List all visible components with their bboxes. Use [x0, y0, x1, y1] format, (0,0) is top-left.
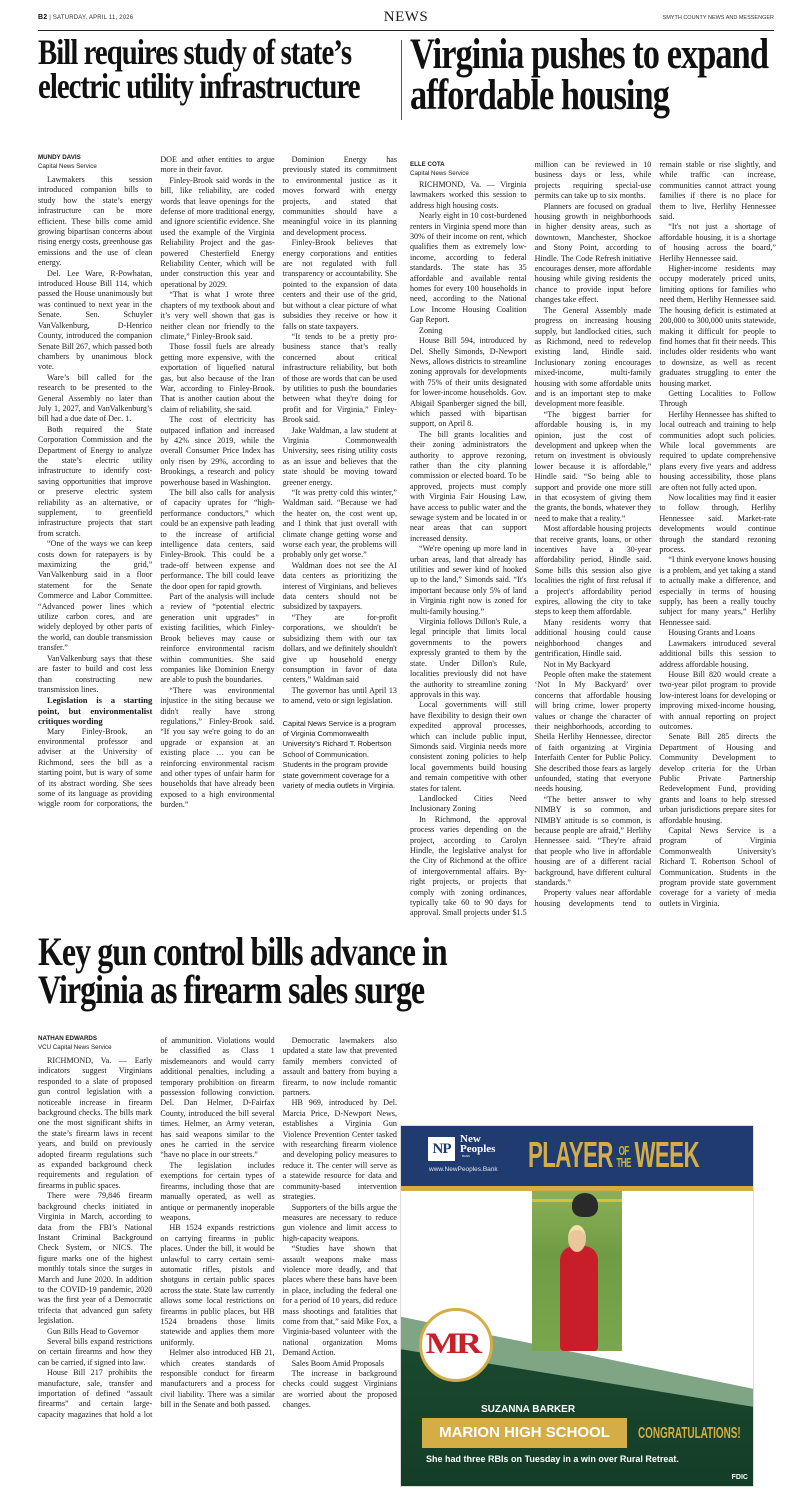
paragraph: “One of the ways we can keep costs down for ratepayers is by maximizing the grid,” VanValkenburg said in a floor statement for the Senate Commerce and Labor Committee. “Advanced power lines which utilize carbon cores, and are widely deployed by other parts of the world, can double transmission transfer.”	[38, 539, 153, 653]
headline-line: Bill requires study of state’s	[38, 32, 352, 72]
paragraph: The increase in background checks could suggest Virginians are worried about the proposed changes.	[282, 1369, 397, 1410]
paragraph: RICHMOND, Va. — Early indicators suggest Virginians responded to a slate of proposed gun control legislation with a noticeable increase in firearm background checks. The bills mark one the most significant shifts in the state’s firearm laws in recent years, and build on previously adopted firearm regulations such as expanded background check requirements and regulation of firearms in public spaces.	[38, 1056, 153, 1190]
paragraph: Finley-Brook said words in the bill, like reliability, are coded words that leave openings for the defense of more traditional energy, and ignore scientific evidence. She used the example of the Virginia Reliability Project and the gas-powered Chesterfield Energy Reliability Center, which will be under construction this year and operational by 2029.	[160, 175, 275, 289]
byline-space	[410, 160, 527, 180]
title-the: THE	[616, 1155, 631, 1171]
paragraph: The bill grants localities and their zoning administrators the authority to approve rezoning, rather than the city planning commission or elected board. To be approved, projects must comply with Virginia Fair Housing Law, have access to public water and the sewage system and be located in or near areas that can support increased density.	[410, 429, 527, 543]
story-body	[38, 155, 397, 811]
subhead: Housing Grants and Loans	[668, 628, 755, 638]
paragraph: Mary Finley-Brook, an environmental professor and adviser at the University of Richmond, sees the bill as a starting point, but is wary of some of its abstract wording. She sees some of its language as providing wiggle room for corporations, the DOE and other entities to argue more in their favor.	[38, 155, 275, 809]
paragraph: Jake Waldman, a law student at Virginia Commonwealth University, sees rising utility costs as an issue and believes that the state should be moving toward greener energy.	[282, 425, 397, 487]
paragraph: Dominion Energy has previously stated its commitment to environmental justice as it moves forward with energy projects, and stated that communities should have a meaningful voice in its planning and development process.	[282, 155, 397, 237]
headline-line: Virginia pushes to expand	[410, 31, 768, 78]
headline-line: Key gun control bills advance in	[38, 929, 447, 974]
paragraph: Virginia follows Dillon's Rule, a legal principle that limits local governments to the powers expressly granted to them by the state. Under Dillon's Rule, localities previously did not have the authority to streamline zoning approvals in this way.	[410, 617, 527, 699]
ad-title	[528, 1134, 699, 1176]
paragraph: The General Assembly made progress on increasing housing supply, but landlocked cities, such as Richmond, need to redevelop existing land, Hindle said. Inclusionary zoning encourages mixed-income, multi-family housing with some affordable units and is an important step to make development more feasible.	[534, 305, 652, 409]
subhead: Not in My Backyard	[543, 659, 611, 669]
paragraph: People often make the statement ‘Not In My Backyard’ over concerns that affordable housing will bring crime, lower property values or change the character of their neighborhoods, according to Sheila Herlihy Hennessee, director of faith organizing at Virginia Interfaith Center for Public Policy. She described those fears as largely unfounded, stating that everyone needs housing.	[534, 669, 652, 794]
paragraph: House Bill 820 would create a two-year pilot program to provide low-interest loans for developing or improving mixed-income housing, with annual reporting on project outcomes.	[659, 669, 776, 731]
headline-line: electric utility infrastructure	[38, 66, 360, 107]
ad-caption: She had three RBIs on Tuesday in a win over Rural Retreat.	[426, 1454, 679, 1464]
paragraph: “Studies have shown that assault weapons make mass violence more deadly, and that places where these bans have been in place, including the federal one for a period of 10 years, did reduce mass shootings and fatalities that come from that,” said Mike Fox, a Virginia-based volunteer with the national organization Moms Demand Action.	[282, 1244, 397, 1358]
paragraph: Finley-Brook believes that energy corporations and entities are not regulated with full transparency or accountability. She pointed to the expansion of data centers and their use of the grid, but without a clear picture of what subsidies they receive or how it falls on state taxpayers.	[282, 238, 397, 331]
paragraph: “That is what I wrote three chapters of my textbook about and it’s very well shown that gas is neither clean nor friendly to the climate,” Finley-Brook said.	[160, 290, 275, 341]
news-service: Capital News Service	[410, 170, 469, 177]
paragraph: Lawmakers this session introduced companion bills to study how the state’s energy infrastructure can be more efficient. These bills come amid growing bipartisan concerns about rising energy costs, greenhouse gas emissions and the use of clean energy.	[38, 175, 153, 268]
paragraph: “It's not just a shortage of affordable housing, it is a shortage of housing across the board,” Herlihy Hennessee said.	[659, 222, 776, 263]
headline-line: Virginia as firearm sales surge	[38, 967, 425, 1012]
section-title: NEWS	[383, 9, 429, 25]
paragraph: Those fossil fuels are already getting more expensive, with the exportation of liquefied natural gas, but also because of the Iran War, according to Finley-Brook. That is another caution about the claim of reliability, she said.	[160, 342, 275, 414]
school-name: MARION HIGH SCHOOL	[422, 1418, 627, 1448]
subhead: Gun Bills Head to Governor	[47, 1326, 139, 1336]
bank-name-line: New	[460, 1133, 481, 1145]
paragraph: Senate Bill 285 directs the Department of Housing and Community Development to develop criteria for the Urban Public Private Partnership Redevelopment Fund, providing grants and loans to help stressed urban jurisdictions prepare sites for affordable housing.	[659, 732, 776, 825]
bank-name	[460, 1134, 495, 1154]
paragraph: Democratic lawmakers also updated a state law that prevented family members convicted of assault and battery from buying a firearm, to now include romantic partners.	[282, 1036, 397, 1098]
paragraph: Del. Lee Ware, R-Powhatan, introduced House Bill 114, which passed the House unanimously but was continued to next year in the Senate. Sen. Schuyler VanValkenburg, D-Henrico County, introduced the companion Senate Bill 267, which passed both chambers by unanimous block vote.	[38, 268, 153, 372]
subhead: Sales Boom Amid Proposals	[291, 1358, 385, 1368]
paragraph: “There was environmental injustice in the siting because we didn't really have strong regulations,” Finley-Brook said. “If you say we're going to do an upgrade or expansion at an existing place … you can be reinforcing environmental racism and other types of unfair harm for households that have already been exposed to a high environmental burden.”	[160, 685, 275, 810]
paragraph: The legislation includes exemptions for certain types of firearms, including those that are manually operated, as well as antique or permanently inoperable weapons.	[160, 1160, 275, 1222]
paragraph: “The biggest barrier for affordable housing is, in my opinion, just the cost of development and upkeep when the return on investment is obviously lower because it is affordable,” Hindle said. “So being able to support and provide one more still in that ecosystem of giving them the grants, the bonds, whatever they need to make that a reality.”	[534, 409, 652, 523]
paragraph: Ware’s bill called for the research to be presented to the General Assembly no later than July 1, 2027, and VanValkenburg’s bill had a due date of Dec. 1.	[38, 372, 153, 424]
paragraph: Now localities may find it easier to follow through, Herlihy Hennessee said. Market-rate developments would continue through the standard rezoning process.	[659, 493, 776, 555]
bank-subtitle: BANK	[462, 1154, 471, 1158]
author-name: ELLE COTA	[410, 161, 445, 168]
player-head	[568, 1225, 586, 1252]
paragraph: VanValkenburg says that these are faster to build and cost less than constructing new transmission lines.	[38, 653, 153, 694]
news-service: VCU Capital News Service	[38, 1044, 112, 1051]
paragraph: Property values near affordable housing developments tend to remain stable or rise slightly, and while traffic can increase, communities cannot attract young families if there is no place for them to live, Herlihy Hennessee said.	[534, 160, 776, 908]
bank-url[interactable]: www.NewPeoples.Bank	[429, 1166, 498, 1173]
paragraph: Most affordable housing projects that receive grants, loans, or other incentives have a 30-year affordability period, Hindle said. Some bills this session also give localities the right of first refusal if a project's affordability period expires, allowing the city to take steps to keep them affordable.	[534, 524, 652, 617]
paragraph: “We're opening up more land in urban areas, land that already has utilities and sewer kind of hooked up to the land,” Simonds said. “It's important because only 5% of land in Virginia right now is zoned for multi-family housing.”	[410, 544, 527, 616]
paragraph: Planners are focused on gradual housing growth in neighborhoods in higher density areas, such as downtown, Manchester, Shockoe and Stony Point, according to Hindle. The Code Refresh initiative encourages denser, more affordable housing while giving residents the chance to provide input before changes take effect.	[534, 201, 652, 305]
paragraph: Many residents worry that additional housing could cause neighborhood changes and gentrification, Hindle said.	[534, 617, 652, 659]
story-body	[410, 160, 776, 919]
paragraph: Supporters of the bills argue the measures are necessary to reduce gun violence and limit access to high-capacity weapons.	[282, 1202, 397, 1243]
byline-space	[38, 155, 152, 175]
paragraph: “I think everyone knows housing is a problem, and yet taking a stand to actually make a difference, and especially in terms of housing supply, has been a really touchy subject for many years,” Herlihy Hennessee said.	[659, 555, 776, 627]
paragraph: The cost of electricity has outpaced inflation and increased by 42% since 2019, while the overall Consumer Price Index has only risen by 29%, according to Brookings, a research and policy powerhouse based in Washington.	[160, 415, 275, 487]
paragraph: House Bill 217 prohibits the manufacture, sale, transfer and importation of defined “assault firearms” and certain large-capacity magazines that hold a lot of ammunition. Violations would be classified as Class 1 misdemeanors and would carry additional penalties, including a temporary prohibition on firearm possession following conviction. Del. Dan Helmer, D-Fairfax County, introduced the bill several times. Helmer, an Army veteran, has said weapons similar to the ones he carried in the service “have no place in our streets.”	[38, 1036, 275, 1419]
issue-date: SATURDAY, APRIL 11, 2026	[52, 15, 134, 21]
paragraph: “They are for-profit corporations, we shouldn't be subsidizing them with our tax dollars, and we definitely shouldn't give up household energy consumption in favor of data centers,” Waldman said	[282, 612, 397, 685]
player-photo	[532, 1191, 622, 1351]
column-divider	[401, 40, 402, 120]
paragraph: “It was pretty cold this winter,” Waldman said. “Because we had the heater on, the cost went up, and I think that just overall with climate change getting worse and worse each year, the problems will probably only get worse.”	[282, 488, 397, 560]
paragraph: Local governments will still have flexibility to design their own expedited approval processes, which can include public input, Simonds said. Virginia needs more consistent zoning policies to help local governments build housing and remain competitive with other states for talent.	[410, 700, 527, 793]
glove-icon	[572, 1193, 598, 1217]
paragraph: Both required the State Corporation Commission and the Department of Energy to analyze the state’s electric utility infrastructure to identify cost-saving opportunities that improve or preserve electric system reliability as an alternative, or supplement, to greenfield infrastructure projects that start from scratch.	[38, 424, 153, 538]
paragraph: There were 79,846 firearm background checks initiated in Virginia in March, according to data from the FBI’s National Instant Criminal Background Check System, or NICS. The figure marks one of the highest monthly totals since the surges in March and June 2020. In addition to the COVID-19 pandemic, 2020 was the first year of a Democratic trifecta that advanced gun safety legislation.	[38, 1191, 153, 1326]
page-number: B2	[38, 14, 48, 21]
subhead: Legislation is a starting point, but environmentalist critiques wording	[38, 695, 153, 727]
story-headline	[410, 31, 768, 119]
bank-logo-icon: NP	[428, 1137, 455, 1161]
title-player: PLAYER	[528, 1134, 613, 1175]
story-headline	[38, 32, 360, 107]
byline-space	[38, 1036, 152, 1056]
title-of-the	[616, 1145, 630, 1169]
subhead: Zoning	[419, 325, 443, 335]
story-headline	[38, 929, 447, 1012]
author-name: MUNDY DAVIS	[38, 154, 81, 161]
subhead: Landlocked Cities Need Inclusionary Zoning	[410, 793, 527, 814]
paragraph: Part of the analysis will include a review of “potential electric generation unit upgrades” in existing facilities, which Finley-Brook believes may cause or reinforce environmental racism within communities. She said companies like Dominion Energy are able to push the boundaries.	[160, 592, 275, 685]
author-name: NATHAN EDWARDS	[38, 1035, 98, 1042]
paragraph: Lawmakers introduced several additional bills this session to address affordable housing.	[659, 638, 776, 669]
fdic-logo: FDIC	[731, 1474, 748, 1481]
publication-name: SMYTH COUNTY NEWS AND MESSENGER	[662, 15, 774, 21]
paragraph: Higher-income residents may occupy moderately priced units, limiting options for families who need them, Herlihy Hennessee said. The housing deficit is estimated at 200,000 to 300,000 units statewide, making it difficult for people to find homes that fit their needs. This includes older residents who want to downsize, as well as recent graduates struggling to enter the housing market.	[659, 264, 776, 388]
story-body	[38, 1036, 397, 1420]
paragraph: “The better answer to why NIMBY is so common, and NIMBY attitude is so common, is because people are afraid,” Herlihy Hennessee said. “They're afraid that people who live in affordable housing are of a different racial background, have different cultural standards.”	[534, 794, 652, 888]
folio-page-date: B2 | SATURDAY, APRIL 11, 2026	[38, 14, 134, 21]
bank-name-line: Peoples	[460, 1143, 496, 1155]
paragraph: HB 969, introduced by Del. Marcia Price, D-Newport News, establishes a Virginia Gun Violence Prevention Center tasked with researching firearm violence and developing policy measures to reduce it. The center will serve as a statewide resource for data and community-based intervention strategies.	[282, 1098, 397, 1202]
news-service: Capital News Service	[38, 163, 97, 170]
player-name: SUZANNA BARKER	[481, 1404, 576, 1415]
paragraph: RICHMOND, Va. — Virginia lawmakers worked this session to address high housing costs.	[410, 180, 527, 210]
tagline: Capital News Service is a program of Virginia Commonwealth University’s Richard T. Robertson School of Communication. Students in the program provide state government coverage for a variety of media outlets in Virginia.	[282, 718, 397, 790]
paragraph: Helmer also introduced HB 21, which creates standards of responsible conduct for firearm manufacturers and a process for civil liability. There was a similar bill in the Senate and both passed.	[160, 1348, 275, 1410]
paragraph: Waldman does not see the AI data centers as prioritizing the interest of Virginians, and believes data centers should not be subsidized by taxpayers.	[282, 560, 397, 612]
paragraph: House Bill 594, introduced by Del. Shelly Simonds, D-Newport News, allows districts to streamline zoning approvals for developments with 75% of their units designated for lower-income households. Gov. Abigail Spanberger signed the bill, which passed with bipartisan support, on April 8.	[410, 336, 527, 429]
subhead: Getting Localities to Follow Through	[659, 388, 776, 409]
paragraph: “It tends to be a pretty pro-business stance that’s really concerned about critical infrastructure reliability, but both of those are words that can be used by utilities to push the boundaries between what they're doing for profit and for Virginia,” Finley-Brook said.	[282, 331, 397, 425]
paragraph: In Richmond, the approval process varies depending on the project, according to Carolyn Hindle, the legislative analyst for the City of Richmond at the office of intergovernmental affairs. By-right projects, or projects that comply with zoning ordinances, typically take 60 to 90 days for approval. Small projects under $1.5 million can be reviewed in 10 business days or less, while projects requiring special-use permits can take up to six months.	[410, 160, 652, 918]
page-folio	[38, 0, 774, 31]
congratulations-text: CONGRATULATIONS!	[638, 1425, 741, 1442]
player-of-the-week-ad[interactable]	[400, 1125, 754, 1487]
title-of: OF	[618, 1143, 629, 1159]
school-logo	[419, 1308, 493, 1382]
paragraph: Nearly eight in 10 cost-burdened renters in Virginia spend more than 30% of their income on rent, which qualifies them as extremely low-income, according to federal standards. The state has 35 affordable and available rental homes for every 100 households in need, according to the National Low Income Housing Coalition Gap Report.	[410, 211, 527, 325]
school-logo-letters: MR	[425, 1327, 479, 1360]
title-week: WEEK	[634, 1134, 699, 1175]
paragraph: Several bills expand restrictions on certain firearms and how they can be carried, if signed into law.	[38, 1336, 153, 1367]
paragraph: Herlihy Hennessee has shifted to local outreach and training to help communities adopt such policies. While local governments are required to update comprehensive plans every five years and address housing accessibility, those plans are often not fully acted upon.	[659, 409, 776, 492]
paragraph: Capital News Service is a program of Virginia Commonwealth University's Richard T. Robertson School of Communication. Students in the program provide state government coverage for a variety of media outlets in Virginia.	[659, 826, 776, 908]
paragraph: The bill also calls for analysis of capacity uprates for “high-performance conductors,” which could be an expensive path leading to the increase of artificial intelligence data centers, said Finley-Brook. This could be a trade-off between expense and performance. The bill could leave the door open for rapid growth.	[160, 488, 275, 591]
paragraph: HB 1524 expands restrictions on carrying firearms in public places. Under the bill, it would be unlawful to carry certain semi-automatic rifles, pistols and shotguns in certain public spaces across the state. State law currently allows some local restrictions on firearms in public places, but HB 1524 broadens those limits statewide and applies them more uniformly.	[160, 1223, 275, 1347]
paragraph: The governor has until April 13 to amend, veto or sign legislation.	[282, 685, 397, 706]
player-figure	[560, 1246, 598, 1351]
headline-line: affordable housing	[410, 71, 669, 119]
